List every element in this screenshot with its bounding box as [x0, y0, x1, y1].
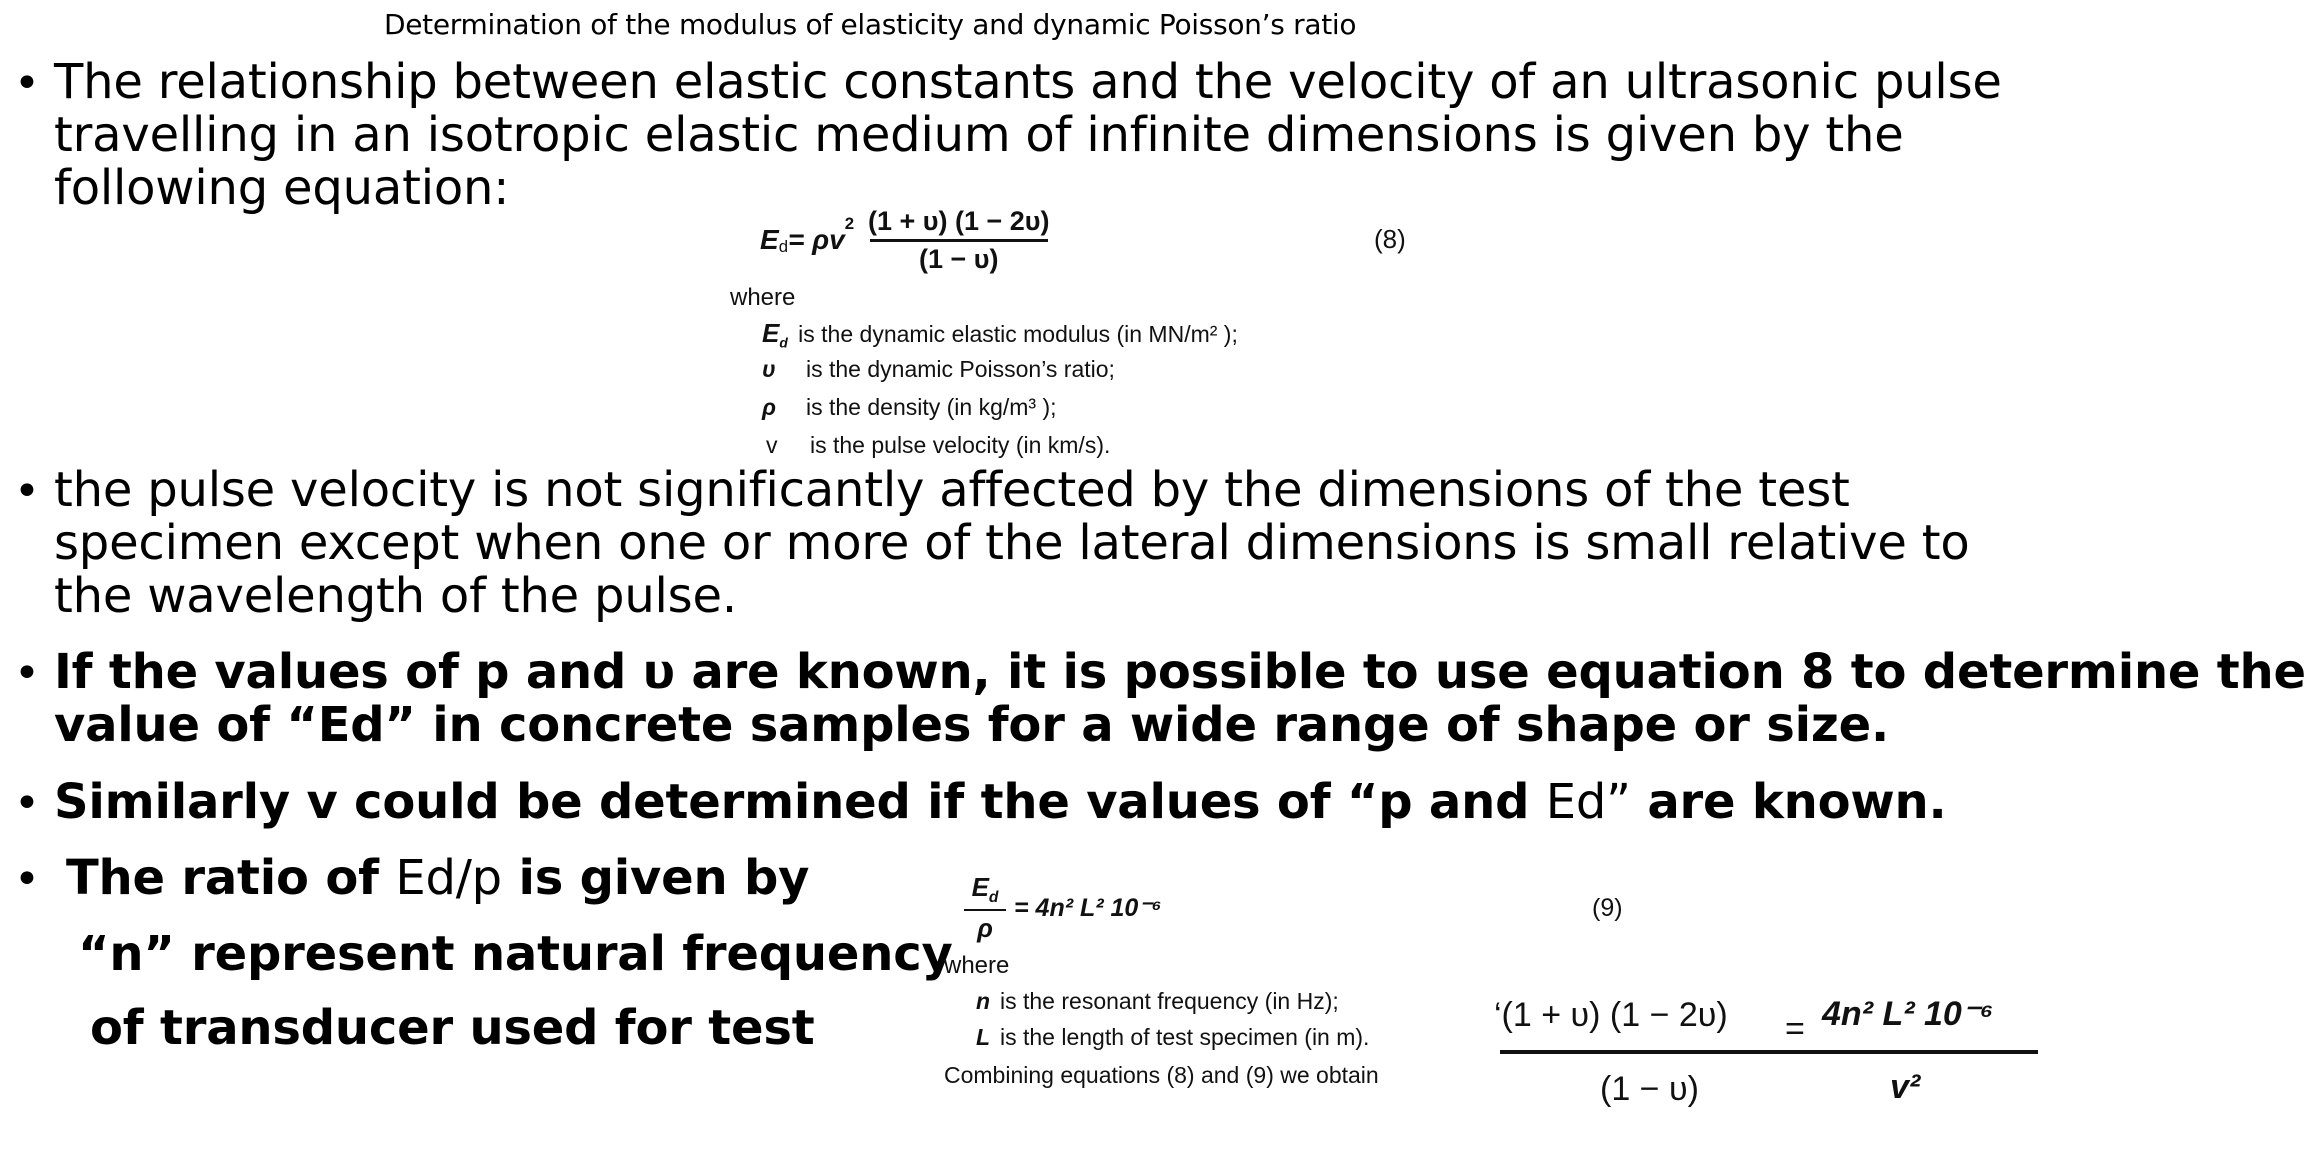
def-poisson-symbol: υ	[762, 356, 776, 382]
def-ed-sub: d	[779, 335, 788, 351]
eq9-def-n	[976, 988, 1339, 1015]
eq10-fraction-bar	[1500, 1050, 2038, 1054]
eq8-numerator: (1 + υ) (1 − 2υ)	[868, 205, 1050, 236]
eq9-num-symbol: E	[971, 872, 989, 902]
def-l-symbol: L	[976, 1024, 991, 1050]
def-n-text: is the resonant frequency (in Hz);	[1000, 988, 1339, 1014]
eq9-num-sub: d	[988, 889, 999, 907]
bullet-text-3-line1: If the values of p and υ are known, it is possible to use equation 8 to determine the	[54, 644, 2306, 700]
bullet-text-3-line2: value of “Ed” in concrete samples for a wide range of shape or size.	[54, 697, 1890, 753]
bullet-text-5-line3: of transducer used for test	[90, 1000, 815, 1056]
def-poisson-text: is the dynamic Poisson’s ratio;	[806, 356, 1115, 382]
def-velocity-symbol: v	[766, 432, 778, 458]
eq10-equals: =	[1785, 1010, 1805, 1048]
def-n-symbol: n	[976, 988, 991, 1014]
eq8-def-density	[762, 394, 1057, 421]
bullet-5-bold1: The ratio of	[66, 850, 396, 906]
eq10-den-left: (1 − υ)	[1600, 1070, 1699, 1108]
eq8-lhs-sub: d	[778, 237, 789, 256]
eq8-fraction	[864, 206, 1054, 275]
bullet-text-1: The relationship between elastic constants and the velocity of an ultrasonic pulse travelling in an isotropic elastic medium of infinite dimensions is given by the following equation:	[54, 54, 2002, 216]
eq9-fraction	[964, 872, 1006, 944]
bullet-4-part1: Similarly v could be determined if the values of “p and	[54, 774, 1546, 830]
eq9-rhs: = 4n² L² 10⁻⁶	[1014, 894, 1162, 923]
eq10-num-right: 4n² L² 10⁻⁶	[1822, 995, 1994, 1033]
bullet-text-2: the pulse velocity is not significantly affected by the dimensions of the test specimen except when one or more of the lateral dimensions is small relative to the wavelength of the pulse.	[54, 462, 1970, 624]
eq8-denominator: (1 − υ)	[870, 239, 1048, 275]
equation-9	[964, 872, 1162, 944]
eq8-rho-v-sup: 2	[844, 214, 855, 233]
bullet-marker-1: •	[14, 58, 40, 109]
bullet-text-5-line2: “n” represent natural frequency	[78, 926, 953, 982]
eq8-where: where	[730, 284, 796, 311]
bullet-marker-2: •	[14, 466, 40, 517]
def-l-text: is the length of test specimen (in m).	[1000, 1024, 1370, 1050]
eq9-denominator: ρ	[964, 909, 1006, 944]
eq9-where: where	[944, 952, 1010, 979]
bullet-text-4	[54, 776, 1947, 829]
eq10-num-left: ‘(1 + υ) (1 − 2υ)	[1494, 996, 1728, 1034]
eq8-lhs: E	[760, 224, 779, 255]
page-title: Determination of the modulus of elasticity and dynamic Poisson’s ratio	[384, 8, 1357, 41]
eq8-def-poisson	[762, 356, 1115, 383]
bullet-text-5-line1	[66, 852, 809, 905]
def-density-text: is the density (in kg/m³ );	[806, 394, 1057, 420]
def-density-symbol: ρ	[762, 394, 776, 420]
eq9-numerator	[968, 872, 1003, 909]
def-ed-text: is the dynamic elastic modulus (in MN/m² );	[798, 321, 1238, 347]
def-velocity-text: is the pulse velocity (in km/s).	[810, 432, 1111, 458]
bullet-4-part3: are known.	[1630, 774, 1947, 830]
equation-8	[760, 200, 1054, 280]
eq9-combining: Combining equations (8) and (9) we obtain	[944, 1062, 1379, 1088]
eq8-rho-v: = ρv	[788, 224, 845, 255]
eq8-def-ed	[762, 318, 1238, 351]
eq9-def-l	[976, 1024, 1369, 1051]
def-ed-symbol: E	[762, 318, 780, 348]
bullet-marker-5: •	[14, 854, 40, 905]
bullet-5-normal: Ed/p	[395, 850, 502, 906]
eq8-number: (8)	[1374, 224, 1406, 254]
eq10-den-right: v²	[1890, 1068, 1921, 1106]
bullet-4-part2: Ed”	[1545, 774, 1631, 830]
bullet-marker-4: •	[14, 778, 40, 829]
eq9-number: (9)	[1592, 894, 1623, 922]
eq8-def-velocity	[762, 432, 1110, 459]
bullet-marker-3: •	[14, 648, 40, 699]
bullet-5-bold2: is given by	[501, 850, 810, 906]
